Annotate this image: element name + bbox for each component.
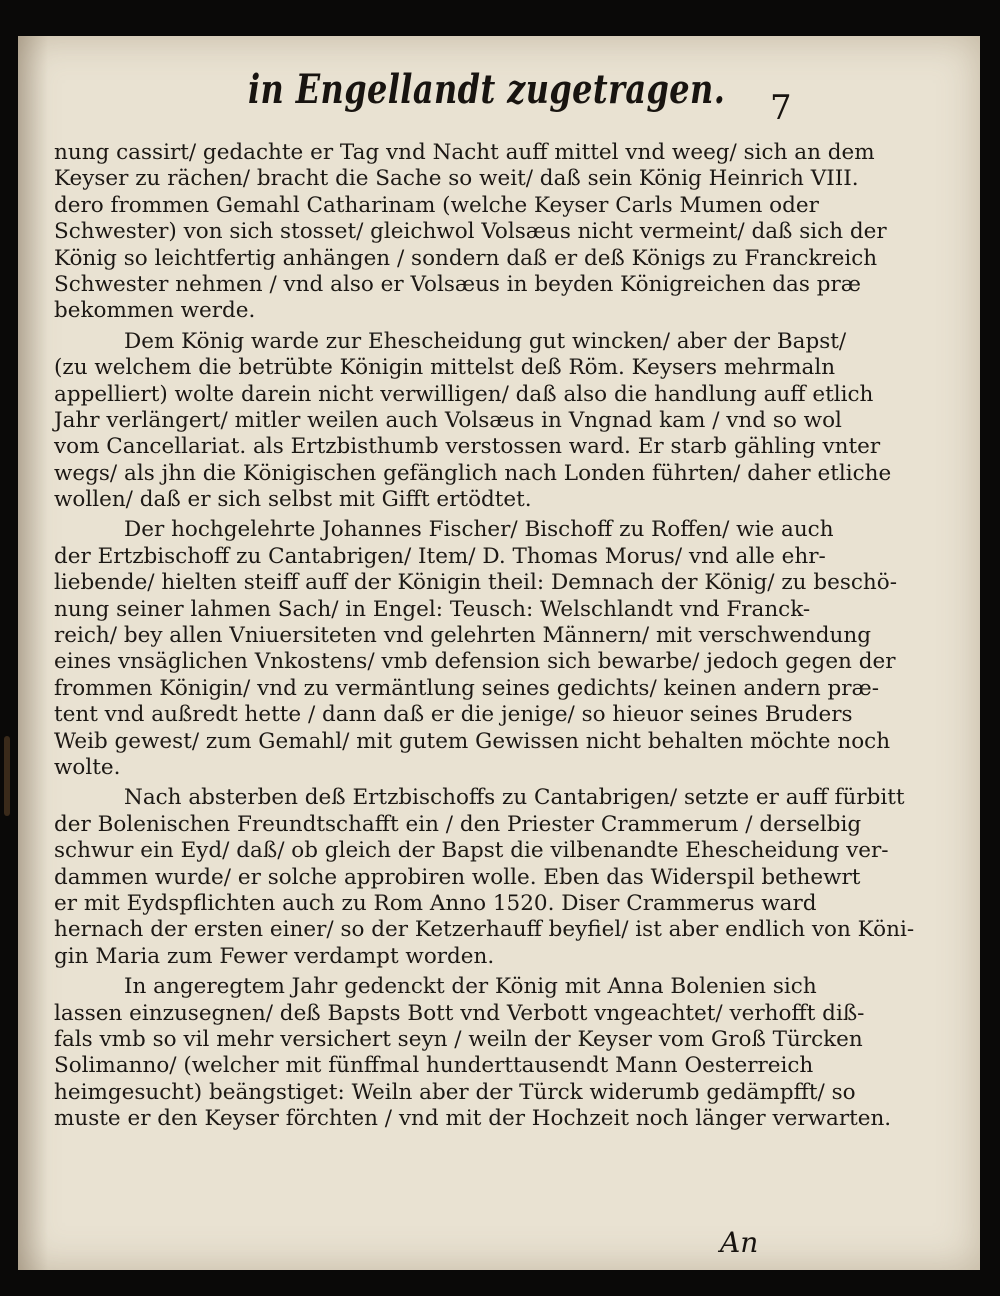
book-page: [18, 36, 980, 1270]
paragraph: [54, 328, 892, 514]
text-line: appelliert) wolte darein nicht verwilligen/ daß also die handlung auff etlich: [54, 381, 874, 407]
body-text: [54, 140, 915, 1132]
text-line: wegs/ als jhn die Königischen gefänglich nach Londen führten/ daher etliche: [54, 460, 892, 486]
text-line: frommen Königin/ vnd zu vermäntlung seines gedichts/ keinen andern præ-: [54, 675, 880, 701]
text-line: Jahr verlängert/ mitler weilen auch Volsæus in Vngnad kam / vnd so wol: [54, 407, 842, 433]
running-title: in Engellandt zugetragen.: [248, 66, 726, 113]
text-line: Dem König warde zur Ehescheidung gut wincken/ aber der Bapst/: [124, 328, 847, 354]
paragraph: [54, 140, 887, 325]
text-line: reich/ bey allen Vniuersiteten vnd gelehrten Männern/ mit verschwendung: [54, 623, 871, 649]
text-line: (zu welchem die betrübte Königin mittelst deß Röm. Keysers mehrmaln: [54, 355, 836, 381]
text-line: Weib gewest/ zum Gemahl/ mit gutem Gewissen nicht behalten möchte noch: [54, 728, 891, 754]
text-line: Schwester) von sich stosset/ gleichwol Volsæus nicht vermeint/ daß sich der: [54, 219, 887, 245]
text-line: muste er den Keyser förchten / vnd mit der Hochzeit noch länger verwarten.: [54, 1106, 892, 1132]
text-line: fals vmb so vil mehr versichert seyn / weiln der Keyser vom Groß Türcken: [54, 1026, 863, 1052]
text-line: hernach der ersten einer/ so der Ketzerhauff beyfiel/ ist aber endlich von Köni-: [54, 917, 915, 943]
paragraph: [54, 785, 915, 970]
text-line: der Bolenischen Freundtschafft ein / den Priester Crammerum / derselbig: [54, 811, 862, 837]
paragraph: [54, 974, 892, 1132]
text-line: der Ertzbischoff zu Cantabrigen/ Item/ D. Thomas Morus/ vnd alle ehr-: [54, 543, 826, 569]
text-line: König so leichtfertig anhängen / sondern daß er deß Königs zu Franckreich: [54, 245, 878, 271]
text-line: In angeregtem Jahr gedenckt der König mit Anna Bolenien sich: [124, 974, 817, 1000]
text-line: liebende/ hielten steiff auff der Königin theil: Demnach der König/ zu beschö-: [54, 570, 897, 596]
text-line: gin Maria zum Fewer verdampt worden.: [54, 943, 495, 969]
paragraph: [54, 517, 897, 781]
text-line: Solimanno/ (welcher mit fünffmal hunderttausendt Mann Oesterreich: [54, 1053, 814, 1079]
text-line: eines vnsäglichen Vnkostens/ vmb defension sich bewarbe/ jedoch gegen der: [54, 649, 896, 675]
text-line: nung cassirt/ gedachte er Tag vnd Nacht auff mittel vnd weeg/ sich an dem: [54, 140, 875, 165]
text-line: schwur ein Eyd/ daß/ ob gleich der Bapst die vilbenandte Ehescheidung ver-: [54, 838, 889, 864]
text-line: vom Cancellariat. als Ertzbisthumb verstossen ward. Er starb gähling vnter: [54, 434, 881, 460]
text-line: Der hochgelehrte Johannes Fischer/ Bischoff zu Roffen/ wie auch: [124, 517, 834, 543]
text-line: Schwester nehmen / vnd also er Volsæus in beyden Königreichen das præ: [54, 271, 861, 297]
text-line: wolte.: [54, 754, 121, 780]
text-line: heimgesucht) beängstiget: Weiln aber der Türck widerumb gedämpfft/ so: [54, 1079, 856, 1105]
text-line: bekommen werde.: [54, 298, 256, 324]
text-line: Nach absterben deß Ertzbischoffs zu Cantabrigen/ setzte er auff fürbitt: [124, 785, 905, 811]
text-line: nung seiner lahmen Sach/ in Engel: Teusch: Welschlandt vnd Franck-: [54, 596, 811, 622]
catchword: An: [720, 1226, 759, 1259]
text-line: Keyser zu rächen/ bracht die Sache so weit/ daß sein König Heinrich VIII.: [54, 166, 859, 192]
page-tab-mark: [4, 736, 10, 816]
text-line: dero frommen Gemahl Catharinam (welche Keyser Carls Mumen oder: [54, 192, 819, 218]
text-line: wollen/ daß er sich selbst mit Gifft ertödtet.: [54, 487, 532, 513]
text-line: er mit Eydspflichten auch zu Rom Anno 1520. Diser Crammerus ward: [54, 890, 817, 916]
page-number: 7: [770, 88, 792, 128]
text-line: lassen einzusegnen/ deß Bapsts Bott vnd Verbott vngeachtet/ verhofft diß-: [54, 1000, 865, 1026]
text-line: tent vnd außredt hette / dann daß er die jenige/ so hieuor seines Bruders: [54, 702, 853, 728]
text-line: dammen wurde/ er solche approbiren wolle. Eben das Widerspil bethewrt: [54, 864, 861, 890]
page-edge-shadow: [18, 36, 48, 1270]
